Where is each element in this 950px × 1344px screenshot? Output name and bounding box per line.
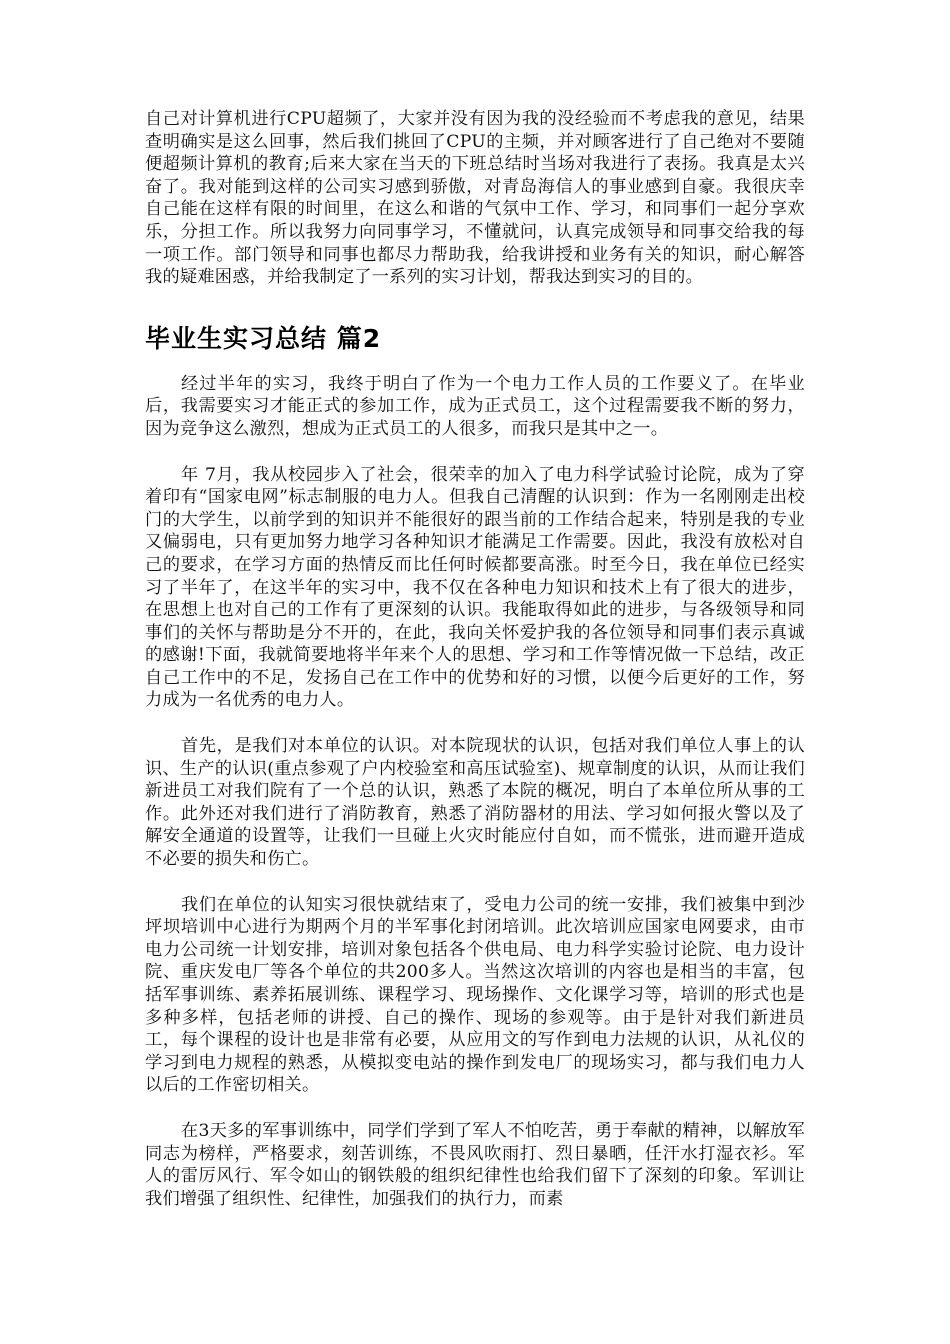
body-paragraph: 我们在单位的认知实习很快就结束了，受电力公司的统一安排，我们被集中到沙坪坝培训中心进行为期两个月的半军事化封闭培训。此次培训应国家电网要求，由市电力公司统一计划安排，培训对象包括各个供电局、电力科学实验讨论院、电力设计院、重庆发电厂等各个单位的共200多人。当然这次培训的内容也是相当的丰富，包括军事训练、素养拓展训练、课程学习、现场操作、文化课学习等，培训的形式也是多种多样，包括老师的讲授、自己的操作、现场的参观等。由于是针对我们新进员工，每个课程的设计也是非常有必要，从应用文的写作到电力法规的认识，从礼仪的学习到电力规程的熟悉，从模拟变电站的操作到发电厂的现场实习，都与我们电力人以后的工作密切相关。 — [145, 894, 805, 1096]
intro-paragraph: 自己对计算机进行CPU超频了，大家并没有因为我的没经验而不考虑我的意见，结果查明确实是这么回事，然后我们挑回了CPU的主频，并对顾客进行了自己绝对不要随便超频计算机的教育;后来大家在当天的下班总结时当场对我进行了表扬。我真是太兴奋了。我对能到这样的公司实习感到骄傲，对青岛海信人的事业感到自豪。我很庆幸自己能在这样有限的时间里，在这么和谐的气氛中工作、学习，和同事们一起分享欢乐，分担工作。所以我努力向同事学习，不懂就问，认真完成领导和同事交给我的每一项工作。部门领导和同事也都尽力帮助我，给我讲授和业务有关的知识，耐心解答我的疑难困惑，并给我制定了一系列的实习计划，帮我达到实习的目的。 — [145, 109, 805, 288]
document-page — [145, 108, 805, 1210]
body-paragraph: 年 7月，我从校园步入了社会，很荣幸的加入了电力科学试验讨论院，成为了穿着印有“国家电网”标志制服的电力人。但我自己清醒的认识到：作为一名刚刚走出校门的大学生，以前学到的知识并不能很好的跟当前的工作结合起来，特别是我的专业又偏弱电，只有更加努力地学习各种知识才能满足工作需要。因此，我没有放松对自己的要求，在学习方面的热情反而比任何时候都要高涨。时至今日，我在单位已经实习了半年了，在这半年的实习中，我不仅在各种电力知识和技术上有了很大的进步，在思想上也对自己的工作有了更深刻的认识。我能取得如此的进步，与各级领导和同事们的关怀与帮助是分不开的，在此，我向关怀爱护我的各位领导和同事们表示真诚的感谢!下面，我就简要地将半年来个人的思想、学习和工作等情况做一下总结，改正自己工作中的不足，发扬自己在工作中的优势和好的习惯，以便今后更好的工作，努力成为一名优秀的电力人。 — [145, 464, 805, 711]
body-paragraph: 首先，是我们对本单位的认识。对本院现状的认识，包括对我们单位人事上的认识、生产的认识(重点参观了户内校验室和高压试验室)、规章制度的认识，从而让我们新进员工对我们院有了一个总的认识，熟悉了本院的概况，明白了本单位所从事的工作。此外还对我们进行了消防教育，熟悉了消防器材的用法、学习如何报火警以及了解安全通道的设置等，让我们一旦碰上火灾时能应付自如，而不慌张，进而避开造成不必要的损失和伤亡。 — [145, 736, 805, 870]
section-heading: 毕业生实习总结 篇2 — [145, 323, 382, 353]
body-paragraph: 在3天多的军事训练中，同学们学到了军人不怕吃苦，勇于奉献的精神，以解放军同志为榜样，严格要求，刻苦训练，不畏风吹雨打、烈日暴晒，任汗水打湿衣衫。军人的雷厉风行、军令如山的钢铁般的组织纪律性也给我们留下了深刻的印象。军训让我们增强了组织性、纪律性，加强我们的执行力，而素 — [145, 1120, 805, 1209]
body-paragraph: 经过半年的实习，我终于明白了作为一个电力工作人员的工作要义了。在毕业后，我需要实习才能正式的参加工作，成为正式员工，这个过程需要我不断的努力，因为竞争这么激烈，想成为正式员工的人很多，而我只是其中之一。 — [145, 373, 805, 439]
